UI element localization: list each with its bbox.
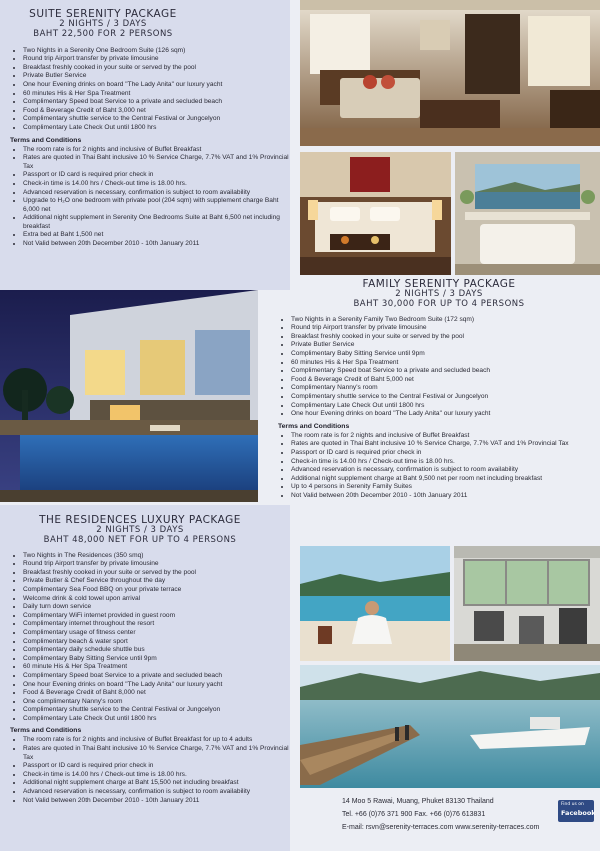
suite-inclusions [10,47,292,133]
bedroom-photo [300,152,451,275]
residences-price: BAHT 48,000 NET FOR UP TO 4 PERSONS [43,534,237,545]
list-item: • 60 minute His & Her Spa Treatment [23,663,292,672]
list-item: • Private Butler & Chef Service throughout the day [23,577,292,586]
list-item: • Complimentary shuttle service to the Central Festival or Jungcelyon [23,115,292,124]
list-item: • Two Nights in a Serenity One Bedroom Suite (126 sqm) [23,47,292,56]
list-item: • Food & Beverage Credit of Baht 5,000 net [291,376,600,385]
list-item: • Check-in time is 14.00 hrs / Check-out time is 18.00 hrs. [23,180,291,189]
pier-boat-photo [300,665,600,788]
fitness-center-photo [454,546,600,661]
list-item: • 60 minutes His & Her Spa Treatment [23,90,292,99]
list-item: • The room rate is for 2 nights and inclusive of Buffet Breakfast for up to 4 adults [23,736,295,745]
list-item: • Rates are quoted in Thai Baht inclusive 10 % Service Charge, 7.7% VAT and 1% Provincial Tax [23,745,295,762]
list-item: • Passport or ID card is required prior check in [291,449,600,458]
list-item: • The room rate is for 2 nights and inclusive of Buffet Breakfast [23,146,291,155]
list-item: • Complimentary Speed boat Service to a private and secluded beach [23,672,292,681]
list-item: • Welcome drink & cold towel upon arrival [23,595,292,604]
suite-title: SUITE SERENITY PACKAGE [29,8,177,20]
list-item: • Check-in time is 14.00 hrs / Check-out time is 18.00 hrs. [291,458,600,467]
list-item: • Not Valid between 20th December 2010 - 10th January 2011 [291,492,600,501]
list-item: • Additional night supplement charge at Baht 15,500 net including breakfast [23,779,295,788]
list-item: • Complimentary daily schedule shuttle bus [23,646,292,655]
list-item: • Food & Beverage Credit of Baht 3,000 net [23,107,292,116]
family-price: BAHT 30,000 FOR UP TO 4 PERSONS [353,298,525,309]
list-item: • Advanced reservation is necessary, confirmation is subject to room availability [23,788,295,797]
list-item: • Breakfast freshly cooked in your suite or served by the pool [23,64,292,73]
list-item: • Complimentary internet throughout the resort [23,620,292,629]
list-item: • Additional night supplement charge at Baht 9,500 net per room net including breakfast [291,475,600,484]
list-item: • Complimentary Baby Sitting Service until 9pm [23,655,292,664]
list-item: • Check-in time is 14.00 hrs / Check-out time is 18.00 hrs. [23,771,295,780]
list-item: • 60 minutes His & Her Spa Treatment [291,359,600,368]
list-item: • Not Valid between 20th December 2010 - 10th January 2011 [23,240,291,249]
list-item: • One complimentary Nanny's room [23,698,292,707]
family-terms [278,432,600,501]
suite-package [10,8,292,249]
suite-duration: 2 NIGHTS / 3 DAYS [59,19,147,30]
family-title: FAMILY SERENITY PACKAGE [362,278,516,290]
resort-exterior-photo [0,290,258,502]
family-terms-heading: Terms and Conditions [278,422,350,430]
residences-package [10,514,292,805]
list-item: • Daily turn down service [23,603,292,612]
list-item: • One hour Evening drinks on board "The Lady Anita" our luxury yacht [23,81,292,90]
list-item: • Round trip Airport transfer by private limousine [23,560,292,569]
list-item: • The room rate is for 2 nights and inclusive of Buffet Breakfast [291,432,600,441]
bathroom-photo [455,152,600,275]
list-item: • Not Valid between 20th December 2010 - 10th January 2011 [23,797,295,806]
list-item: • Complimentary Late Check Out until 1800 hrs [23,715,292,724]
list-item: • Food & Beverage Credit of Baht 8,000 net [23,689,292,698]
living-room-photo [300,0,600,146]
list-item: • Complimentary Late Check Out until 1800 hrs [291,402,600,411]
suite-price: BAHT 22,500 FOR 2 PERSONS [33,28,173,39]
list-item: • Private Butler Service [291,341,600,350]
residences-inclusions [10,552,292,724]
contact-phone: Tel. +66 (0)76 371 900 Fax. +66 (0)76 613831 [342,811,486,818]
list-item: • Complimentary shuttle service to the Central Festival or Jungcelyon [291,393,600,402]
list-item: • Round trip Airport transfer by private limousine [291,324,600,333]
list-item: • Up to 4 persons in Serenity Family Suites [291,483,600,492]
family-duration: 2 NIGHTS / 3 DAYS [395,289,483,300]
list-item: • Rates are quoted in Thai Baht inclusive 10 % Service Charge, 7.7% VAT and 1% Provincial Tax [291,440,600,449]
facebook-badge-label: Facebook [561,809,596,817]
list-item: • Complimentary beach & water sport [23,638,292,647]
contact-block [342,797,552,833]
list-item: • Advanced reservation is necessary, confirmation is subject to room availability [291,466,600,475]
list-item: • Complimentary usage of fitness center [23,629,292,638]
list-item: • Complimentary Speed boat Service to a private and secluded beach [291,367,600,376]
list-item: • Complimentary shuttle service to the Central Festival or Jungcelyon [23,706,292,715]
residences-terms [10,736,295,805]
list-item: • Upgrade to H₂O one bedroom with private pool (204 sqm) with supplement charge Baht 6,000 net [23,197,291,214]
suite-terms [10,146,291,249]
list-item: • Passport or ID card is required prior check in [23,762,295,771]
list-item: • Complimentary Nanny's room [291,384,600,393]
contact-web: E-mail: rsvn@serenity-terraces.com www.serenity-terraces.com [342,824,540,831]
family-package [278,278,600,500]
list-item: • Complimentary WiFi internet provided in guest room [23,612,292,621]
residences-terms-heading: Terms and Conditions [10,727,82,735]
list-item: • Complimentary Speed boat Service to a private and secluded beach [23,98,292,107]
list-item: • Two Nights in a Serenity Family Two Bedroom Suite (172 sqm) [291,316,600,325]
list-item: • Two Nights in The Residences (350 smq) [23,552,292,561]
family-inclusions [278,316,600,419]
list-item: • Private Butler Service [23,72,292,81]
list-item: • Rates are quoted in Thai Baht inclusive 10 % Service Charge, 7.7% VAT and 1% Provincial Tax [23,154,291,171]
list-item: • Passport or ID card is required prior check in [23,171,291,180]
list-item: • Breakfast freshly cooked in your suite or served by the pool [291,333,600,342]
list-item: • Extra bed at Baht 1,500 net [23,231,291,240]
residences-duration: 2 NIGHTS / 3 DAYS [96,525,184,536]
contact-address: 14 Moo 5 Rawai, Muang, Phuket 83130 Thailand [342,798,494,805]
list-item: • Complimentary Sea Food BBQ on your private terrace [23,586,292,595]
facebook-badge-small: Find us on [561,802,584,807]
list-item: • Round trip Airport transfer by private limousine [23,55,292,64]
list-item: • Breakfast freshly cooked in your suite or served by the pool [23,569,292,578]
list-item: • Additional night supplement in Serenity One Bedrooms Suite at Baht 6,500 net including breakfast [23,214,291,231]
suite-terms-heading: Terms and Conditions [10,136,82,144]
facebook-badge[interactable] [558,800,594,822]
list-item: • Advanced reservation is necessary, confirmation is subject to room availability [23,189,291,198]
list-item: • Complimentary Late Check Out until 1800 hrs [23,124,292,133]
beach-meditation-photo [300,546,450,661]
list-item: • One hour Evening drinks on board "The Lady Anita" our luxury yacht [291,410,600,419]
residences-title: THE RESIDENCES LUXURY PACKAGE [39,514,241,526]
list-item: • One hour Evening drinks on board "The Lady Anita" our luxury yacht [23,681,292,690]
list-item: • Complimentary Baby Sitting Service until 9pm [291,350,600,359]
